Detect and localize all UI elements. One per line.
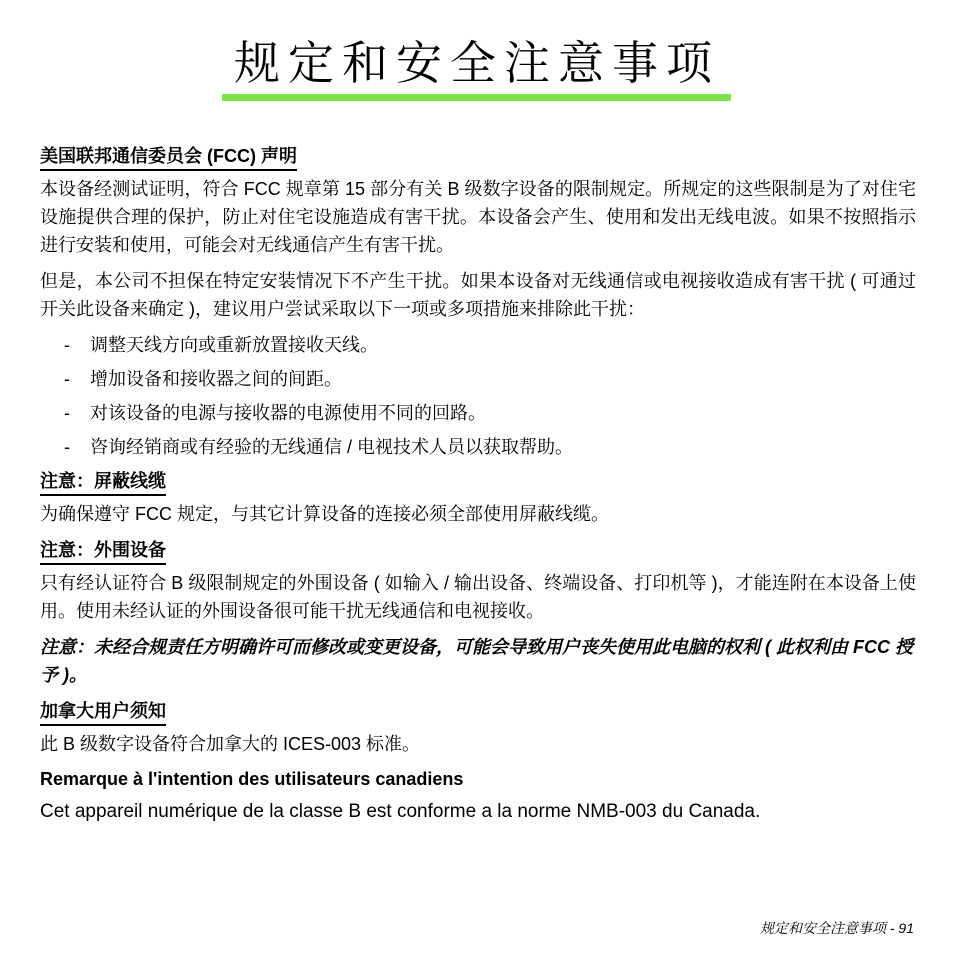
peripheral-heading: 注意：外围设备	[40, 537, 166, 565]
bullet-dash: -	[64, 403, 70, 423]
bullet-dash: -	[64, 437, 70, 457]
shield-text: 为确保遵守 FCC 规定，与其它计算设备的连接必须全部使用屏蔽线缆。	[40, 504, 609, 524]
fcc-paragraph-1: 本设备经测试证明，符合 FCC 规章第 15 部分有关 B 级数字设备的限制规定。所规定的这些限制是为了对住宅设施提供合理的保护，防止对住宅设施造成有害干扰。本设备会产生、使用和发出无线电波。如果不按照指示进行安装和使用，可能会对无线通信产生有害干扰。	[40, 179, 916, 255]
bullet-dash: -	[64, 369, 70, 389]
fcc-section	[40, 142, 916, 461]
title-underline-bar	[222, 94, 731, 101]
list-item-text: 对该设备的电源与接收器的电源使用不同的回路。	[90, 403, 486, 423]
list-item-text: 增加设备和接收器之间的间距。	[90, 369, 342, 389]
list-item	[40, 433, 916, 461]
page-footer: 规定和安全注意事项 - 91	[759, 920, 914, 936]
main-content	[40, 140, 916, 826]
peripheral-section	[40, 536, 916, 625]
canada-fr-text: Cet appareil numérique de la classe B est conforme a la norme NMB-003 du Canada.	[40, 801, 761, 822]
peripheral-text: 只有经认证符合 B 级限制规定的外围设备 ( 如输入 / 输出设备、终端设备、打印机等 )，才能连附在本设备上使用。使用未经认证的外围设备很可能干扰无线通信和电视接收。	[40, 573, 916, 621]
canada-heading: 加拿大用户须知	[40, 698, 166, 726]
canada-section	[40, 697, 916, 826]
modification-warning: 注意：未经合规责任方明确许可而修改或变更设备，可能会导致用户丧失使用此电脑的权利 ( 此权利由 FCC 授予 )。	[40, 637, 913, 685]
fcc-measures-list	[40, 331, 916, 461]
fcc-paragraph-2: 但是，本公司不担保在特定安装情况下不产生干扰。如果本设备对无线通信或电视接收造成有害干扰 ( 可通过开关此设备来确定 )，建议用户尝试采取以下一项或多项措施来排除此干扰：	[40, 271, 916, 319]
shield-heading: 注意：屏蔽线缆	[40, 468, 166, 496]
list-item	[40, 331, 916, 359]
canada-fr-heading: Remarque à l'intention des utilisateurs canadiens	[40, 769, 464, 789]
list-item-text: 调整天线方向或重新放置接收天线。	[90, 335, 378, 355]
shield-section	[40, 467, 916, 528]
canada-text: 此 B 级数字设备符合加拿大的 ICES-003 标准。	[40, 734, 421, 754]
list-item-text: 咨询经销商或有经验的无线通信 / 电视技术人员以获取帮助。	[90, 437, 574, 457]
fcc-heading: 美国联邦通信委员会 (FCC) 声明	[40, 143, 297, 171]
page-title: 规定和安全注意事项	[234, 37, 720, 89]
bullet-dash: -	[64, 335, 70, 355]
list-item	[40, 399, 916, 427]
list-item	[40, 365, 916, 393]
